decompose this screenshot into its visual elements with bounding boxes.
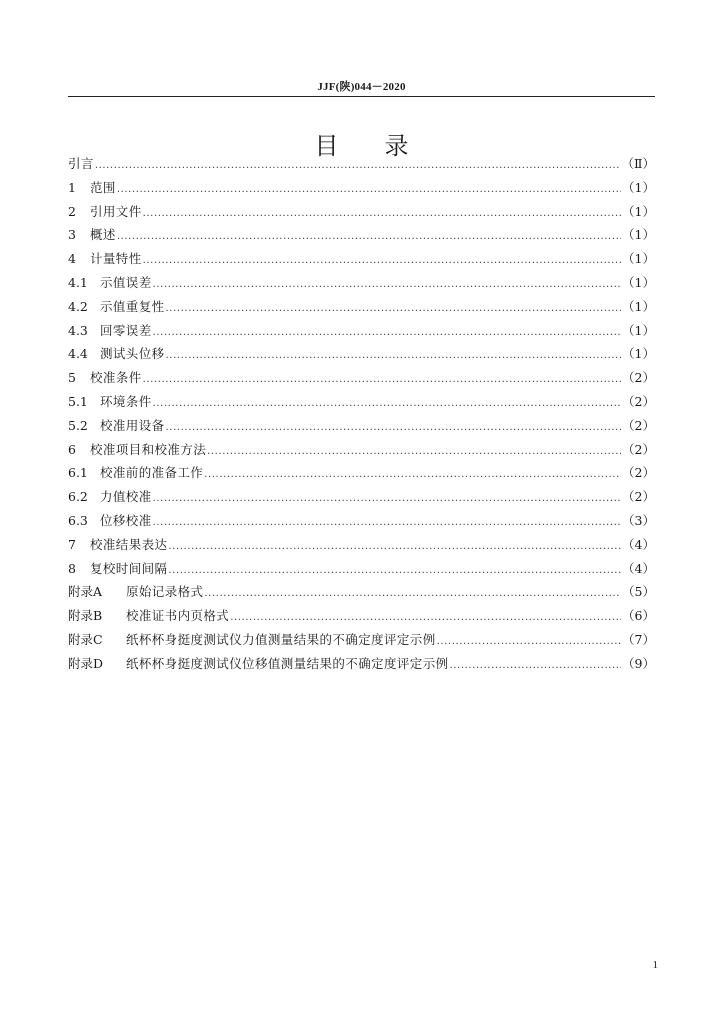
toc-entry-number: 4.2 (68, 298, 88, 314)
toc-entry[interactable] (68, 461, 655, 485)
toc-entry-number: 5.1 (68, 393, 88, 409)
toc-leader-dots (153, 273, 621, 297)
toc-entry-title: 纸杯杯身挺度测试仪位移值测量结果的不确定度评定示例 (126, 655, 449, 671)
toc-entry-number: 6.2 (68, 489, 88, 505)
toc-entry[interactable] (68, 414, 655, 438)
toc-entry-number: 附录B (68, 608, 103, 624)
toc-entry[interactable] (68, 652, 655, 676)
toc-entry-title: 环境条件 (100, 393, 152, 409)
toc-entry-page: （1） (622, 179, 655, 195)
page-number: 1 (652, 959, 658, 971)
toc-entry[interactable] (68, 200, 655, 224)
toc-entry-title: 校准证书内页格式 (126, 608, 230, 624)
toc-leader-dots (437, 630, 621, 654)
toc-entry-title: 力值校准 (100, 489, 152, 505)
toc-leader-dots (450, 654, 622, 678)
toc-leader-dots (143, 202, 621, 226)
toc-entry[interactable] (68, 342, 655, 366)
toc-entry[interactable] (68, 295, 655, 319)
toc-leader-dots (153, 392, 621, 416)
toc-leader-dots (204, 463, 621, 487)
toc-entry-title: 位移校准 (100, 512, 152, 528)
toc-leader-dots (166, 416, 622, 440)
toc-entry-page: （2） (622, 393, 655, 409)
toc-entry-page: （6） (622, 608, 655, 624)
toc-entry-title: 校准条件 (90, 370, 142, 386)
toc-leader-dots (153, 511, 621, 535)
toc-entry[interactable] (68, 580, 655, 604)
toc-entry[interactable] (68, 247, 655, 271)
toc-leader-dots (153, 487, 621, 511)
toc-entry-number: 附录D (68, 655, 104, 671)
toc-entry[interactable] (68, 485, 655, 509)
toc-entry-number: 4.1 (68, 274, 88, 290)
toc-entry-page: （1） (622, 203, 655, 219)
toc-entry-page: （3） (622, 512, 655, 528)
toc-entry-page: （4） (622, 560, 655, 576)
toc-leader-dots (117, 225, 621, 249)
toc-entry-number: 附录C (68, 631, 103, 647)
toc-entry-number: 8 (68, 560, 76, 576)
toc-entry[interactable] (68, 176, 655, 200)
toc-leader-dots (168, 535, 621, 559)
toc-entry-number: 4 (68, 251, 76, 267)
toc-entry-page: （2） (622, 417, 655, 433)
toc-leader-dots (166, 297, 622, 321)
toc-entry-page: （9） (622, 655, 655, 671)
toc-entry-title: 校准前的准备工作 (100, 465, 204, 481)
toc-entry[interactable] (68, 557, 655, 581)
toc-entry[interactable] (68, 533, 655, 557)
toc-leader-dots (230, 606, 621, 630)
toc-entry[interactable] (68, 438, 655, 462)
toc-entry-title: 回零误差 (100, 322, 152, 338)
toc-entry[interactable] (68, 509, 655, 533)
toc-entry-title: 纸杯杯身挺度测试仪力值测量结果的不确定度评定示例 (126, 631, 436, 647)
toc-entry-title: 引用文件 (90, 203, 142, 219)
toc-entry-number: 3 (68, 227, 76, 243)
toc-entry-title: 概述 (90, 227, 116, 243)
toc-entry-title: 校准结果表达 (90, 536, 168, 552)
toc-entry-page: （4） (622, 536, 655, 552)
toc-entry-page: （Ⅱ） (621, 156, 655, 171)
toc-entry-title: 示值误差 (100, 274, 152, 290)
toc-entry-number: 6 (68, 441, 76, 457)
toc-entry-title: 测试头位移 (100, 346, 165, 362)
toc-entry-number: 1 (68, 179, 76, 195)
toc-entry-title: 复校时间间隔 (90, 560, 168, 576)
toc-entry[interactable] (68, 390, 655, 414)
toc-entry-title: 校准项目和校准方法 (90, 441, 207, 457)
toc-entry-title: 校准用设备 (100, 417, 165, 433)
toc-entry[interactable] (68, 223, 655, 247)
toc-entry[interactable] (68, 271, 655, 295)
toc-leader-dots (95, 154, 621, 178)
toc-entry-title: 范围 (90, 179, 116, 195)
toc-entry-title: 引言 (68, 156, 94, 171)
toc-entry[interactable] (68, 628, 655, 652)
toc-entry-page: （1） (622, 227, 655, 243)
toc-entry-number: 5.2 (68, 417, 88, 433)
toc-entry-number: 6.3 (68, 512, 88, 528)
toc-entry[interactable] (68, 319, 655, 343)
toc-entry[interactable] (68, 152, 655, 176)
toc-entry-number: 4.4 (68, 346, 88, 362)
toc-leader-dots (153, 321, 621, 345)
toc-leader-dots (143, 368, 621, 392)
toc-entry-number: 附录A (68, 584, 103, 600)
toc-entry[interactable] (68, 604, 655, 628)
toc-entry-page: （1） (622, 322, 655, 338)
toc-entry-page: （1） (622, 346, 655, 362)
toc-entry-number: 5 (68, 370, 76, 386)
toc-entry-page: （2） (622, 370, 655, 386)
toc-entry-page: （2） (622, 465, 655, 481)
toc-entry-number: 4.3 (68, 322, 88, 338)
toc-entry-number: 2 (68, 203, 76, 219)
toc-entry-title: 原始记录格式 (126, 584, 204, 600)
toc-entry-title: 示值重复性 (100, 298, 165, 314)
toc-entry-title: 计量特性 (90, 251, 142, 267)
toc-leader-dots (117, 178, 621, 202)
toc-entry-page: （2） (622, 489, 655, 505)
standard-code-header: JJF(陕)044－2020 (317, 81, 406, 93)
toc-entry-page: （7） (622, 631, 655, 647)
toc-leader-dots (207, 440, 621, 464)
toc-leader-dots (204, 582, 621, 606)
toc-entry-page: （1） (622, 298, 655, 314)
toc-leader-dots (168, 559, 621, 583)
toc-entry-page: （2） (622, 441, 655, 457)
header-divider (68, 96, 655, 97)
toc-entry-number: 6.1 (68, 465, 88, 481)
toc-leader-dots (143, 249, 621, 273)
toc-entry-page: （1） (622, 251, 655, 267)
toc-entry-number: 7 (68, 536, 76, 552)
toc-entry-page: （5） (622, 584, 655, 600)
table-of-contents (68, 152, 655, 676)
toc-entry-page: （1） (622, 274, 655, 290)
toc-leader-dots (166, 344, 622, 368)
toc-title: 目录 (314, 132, 455, 161)
toc-entry[interactable] (68, 366, 655, 390)
